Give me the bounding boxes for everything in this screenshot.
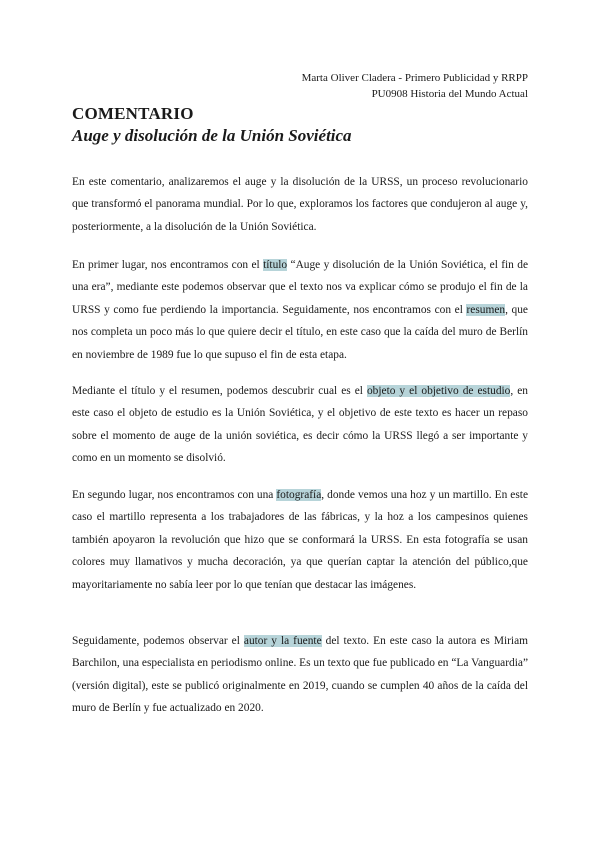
highlight-titulo: título <box>263 259 288 271</box>
text-span: Mediante el título y el resumen, podemos descubrir cual es el <box>72 385 367 397</box>
text-span: , donde vemos una hoz y un martillo. En este caso el martillo representa a los trabajadores de las fábricas, y la hoz a los campesinos quienes también apoyaron la revolución que hizo que se conformará la URSS. En esta fotografía se usan colores muy llamativos y mucha decoración, ya que querían captar la atención del público,que mayoritariamente no sabía leer por lo que tenían que destacar las imágenes. <box>72 489 529 591</box>
highlight-objeto: objeto y el objetivo de estudio <box>366 385 511 397</box>
text-span: Seguidamente, podemos observar el <box>72 635 244 647</box>
paragraph-title-summary <box>72 254 528 366</box>
course-line: PU0908 Historia del Mundo Actual <box>371 88 528 100</box>
author-line: Marta Oliver Cladera - Primero Publicidad y RRPP <box>301 72 528 84</box>
text-span: del texto. En este caso la autora es Miriam Barchilon, una especialista en periodismo online. Es un texto que fue publicado en “La Vanguardia” (versión digital), este se publicó originalmente en 2019, cuando se cumplen 40 años de la caída del muro de Berlín y fue actualizado en 2020. <box>72 635 528 715</box>
paragraph-fotografia <box>72 484 528 596</box>
text-span: En segundo lugar, nos encontramos con una <box>72 489 277 501</box>
highlight-resumen: resumen <box>466 303 506 316</box>
paragraph-autor <box>72 630 528 720</box>
document-subtitle: Auge y disolución de la Unión Soviética <box>72 126 352 145</box>
highlight-fotografia: fotografía <box>276 489 322 501</box>
title-block <box>72 103 352 147</box>
highlight-autor: autor y la fuente <box>243 635 322 647</box>
paragraph-objeto <box>72 380 528 470</box>
text-span: “Auge y disolución de la Unión Soviética, el fin de una era”, mediante este podemos observar que el texto nos va explicar cómo se produjo el fin de la URSS y como fue perdiendo la importancia. Seguidamente, nos encontramos con el <box>72 259 528 316</box>
page-header <box>302 70 528 102</box>
text-span: En primer lugar, nos encontramos con el <box>72 259 264 271</box>
paragraph-intro <box>72 171 528 238</box>
document-title: COMENTARIO <box>72 104 194 123</box>
paragraph-text: En este comentario, analizaremos el auge y la disolución de la URSS, un proceso revolucionario que transformó el panorama mundial. Por lo que, exploramos los factores que condujeron al auge y, posteriormente, a la disolución de la Unión Soviética. <box>72 176 528 233</box>
text-span: , en este caso el objeto de estudio es la Unión Soviética, y el objetivo de este texto es hacer un repaso sobre el momento de auge de la unión soviética, es decir cómo la URSS llegó a ser importante y como en un momento se disolvió. <box>72 385 528 465</box>
text-span: , que nos completa un poco más lo que quiere decir el título, en este caso que la caída del muro de Berlín en noviembre de 1989 fue lo que supuso el fin de esta etapa. <box>72 303 528 361</box>
